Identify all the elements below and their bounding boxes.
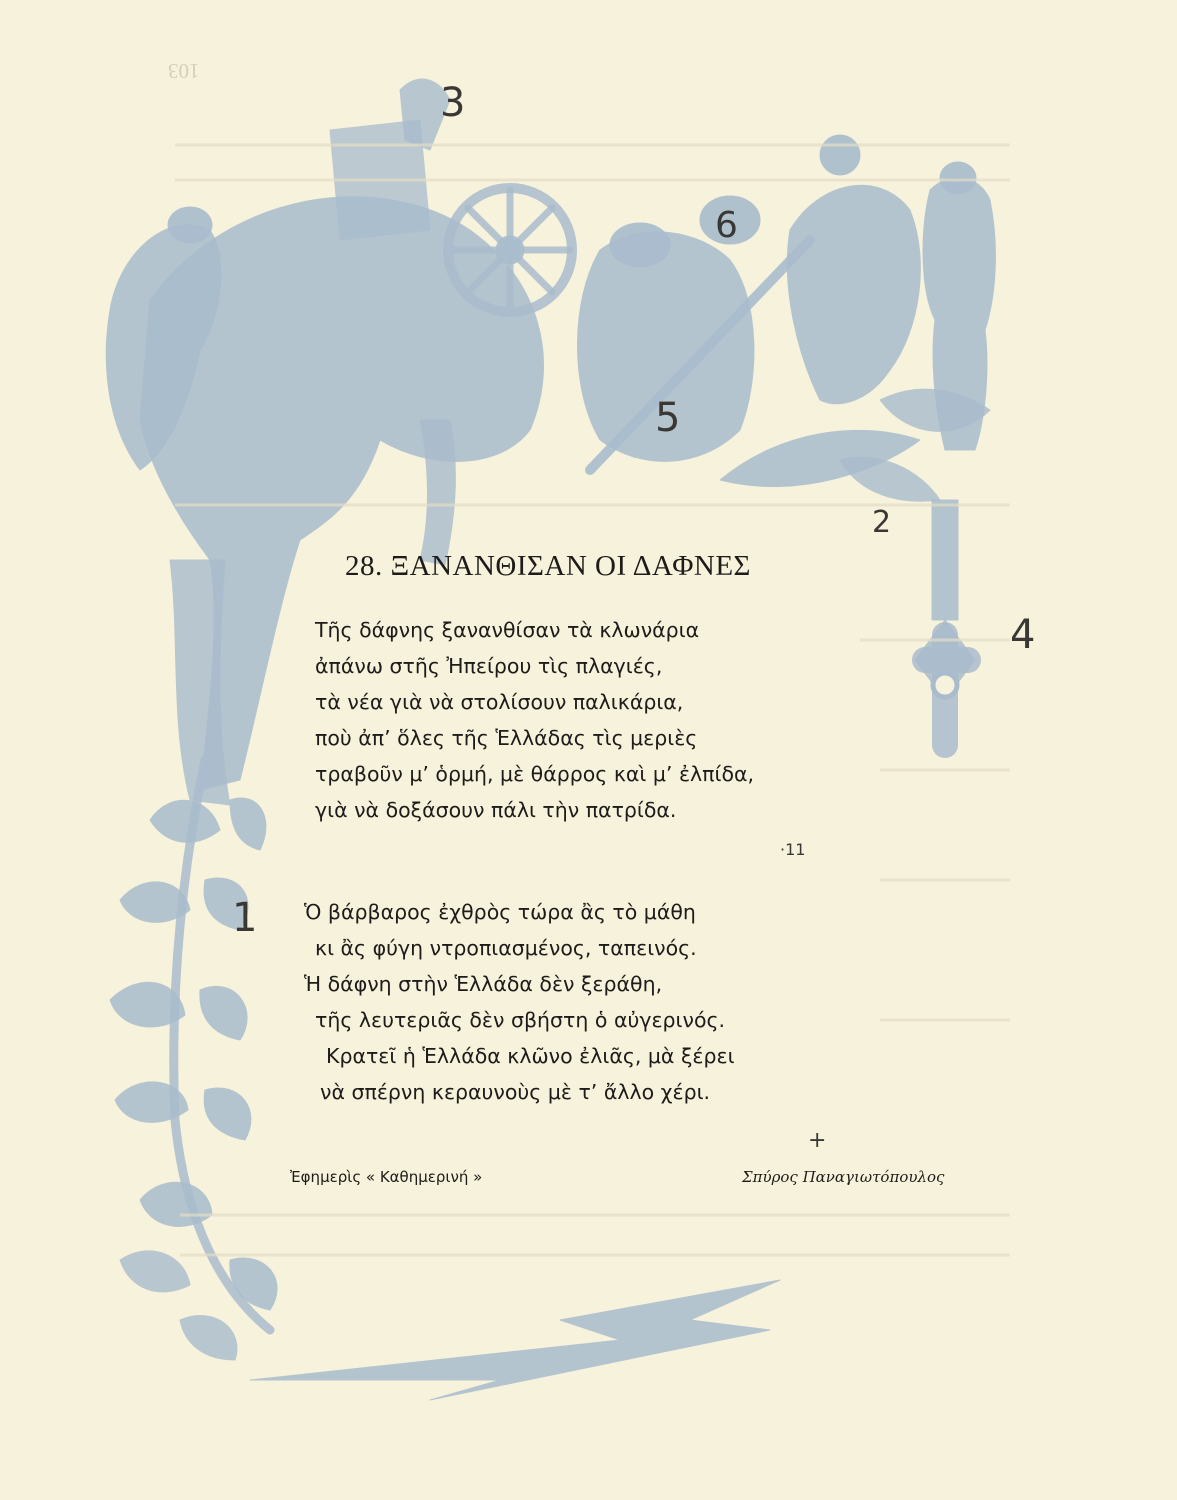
author-credit: Σπύρος Παναγιωτόπουλος: [742, 1168, 945, 1186]
page-number: 103: [168, 59, 200, 83]
verse-line: Ἡ δάφνη στὴν Ἑλλάδα δὲν ξεράθη,: [304, 972, 663, 996]
verse-line: Κρατεῖ ἡ Ἑλλάδα κλῶνο ἐλιᾶς, μὰ ξέρει: [326, 1044, 735, 1068]
verse-line: γιὰ νὰ δοξάσουν πάλι τὴν πατρίδα.: [315, 798, 677, 822]
stanza-1: [315, 612, 754, 828]
stanza-2: [300, 894, 735, 1110]
handwritten-plus-mark: +: [808, 1128, 827, 1153]
verse-line: κι ἂς φύγη ντροπιασμένος, ταπεινός.: [315, 936, 697, 960]
handwritten-number-4: 4: [1010, 612, 1036, 658]
verse-line: Τῆς δάφνης ξανανθίσαν τὰ κλωνάρια: [315, 618, 700, 642]
verse-line: τὰ νέα γιὰ νὰ στολίσουν παλικάρια,: [315, 690, 684, 714]
verse-line: ἀπάνω στῆς Ἠπείρου τὶς πλαγιές,: [315, 654, 663, 678]
handwritten-number-2: 2: [872, 505, 892, 540]
source-credit: Ἐφημερὶς « Καθημερινή »: [290, 1168, 483, 1186]
poem-title: 28. ΞΑΝΑΝΘΙΣΑΝ ΟΙ ΔΑΦΝΕΣ: [345, 550, 751, 582]
handwritten-number-6: 6: [715, 205, 738, 246]
handwritten-number-3: 3: [440, 80, 466, 126]
verse-line: ποὺ ἀπ’ ὅλες τῆς Ἑλλάδας τὶς μεριὲς: [315, 726, 698, 750]
handwritten-mark: ·11: [780, 840, 806, 859]
verse-line: νὰ σπέρνη κεραυνοὺς μὲ τ’ ἄλλο χέρι.: [320, 1080, 711, 1104]
handwritten-number-1: 1: [232, 895, 258, 941]
verse-line: τραβοῦν μ’ ὁρμή, μὲ θάρρος καὶ μ’ ἐλπίδα,: [315, 762, 755, 786]
verse-line: Ὁ βάρβαρος ἐχθρὸς τώρα ἂς τὸ μάθη: [304, 900, 696, 924]
verse-line: τῆς λευτεριᾶς δὲν σβήστη ὁ αὐγερινός.: [315, 1008, 726, 1032]
handwritten-number-5: 5: [655, 395, 681, 441]
